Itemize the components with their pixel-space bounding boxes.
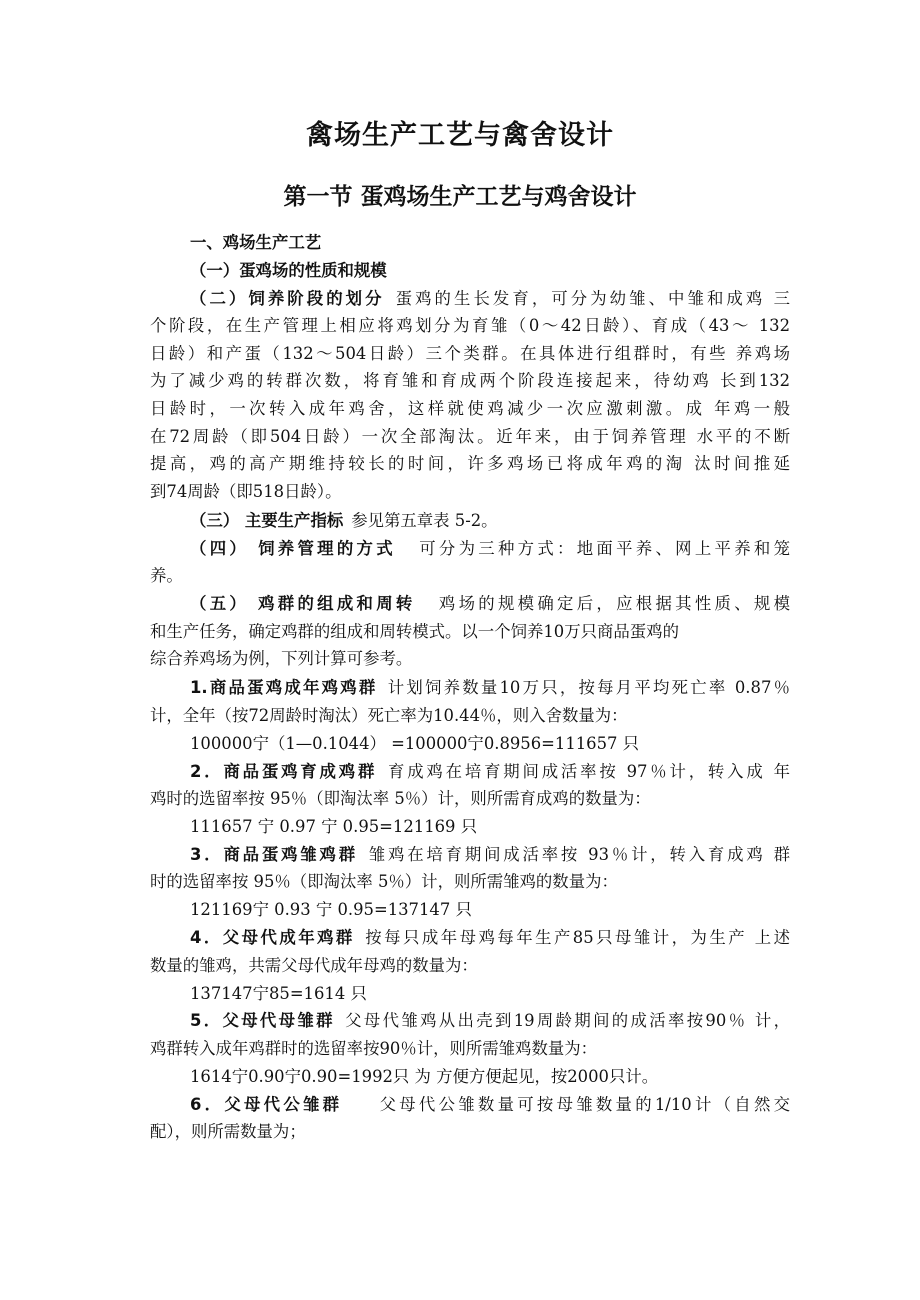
body-text: 参见第五章表 5-2。 [351, 511, 498, 530]
formula-text: 100000宁（1—0.1044） =100000宁0.8956=111657 只 [190, 734, 640, 753]
body-text: 鸡群转入成年鸡群时的选留率按90％计，则所需雏鸡数量为： [150, 1039, 598, 1058]
body-text: 在72周龄（即504日龄）一次全部淘汰。近年来，由于饲养管理 水平的不断 [150, 427, 790, 446]
body-text: 个阶段，在生产管理上相应将鸡划分为育雏（0～42日龄）、育成（43～ 132 [150, 316, 790, 335]
paragraph-line [190, 287, 790, 311]
document-title: 禽场生产工艺与禽舍设计 [306, 120, 614, 151]
paragraph-line [150, 1120, 790, 1144]
formula-line [190, 1065, 790, 1089]
body-text: 养。 [150, 566, 183, 585]
paragraph-line [150, 397, 790, 421]
heading-text: 一、鸡场生产工艺 [190, 233, 322, 252]
body-text: 育成鸡在培育期间成活率按 97％计，转入成 年 [385, 762, 791, 781]
paragraph-line [150, 620, 790, 644]
paragraph-line [190, 592, 790, 616]
paragraph-line [150, 954, 790, 978]
heading-text: 2．商品蛋鸡育成鸡群 [190, 762, 378, 781]
heading-text: 4．父母代成年鸡群 [190, 928, 355, 947]
body-text: 数量的雏鸡，共需父母代成年母鸡的数量为： [150, 956, 478, 975]
body-text: 父母代公雏数量可按母雏数量的1/10计（自然交 [376, 1095, 791, 1114]
heading-text: （四） 饲养管理的方式 [190, 539, 396, 558]
body-text: 计划饲养数量10万只，按每月平均死亡率 0.87％ [385, 678, 791, 697]
heading-text: （二）饲养阶段的划分 [190, 289, 385, 308]
body-text: 雏鸡在培育期间成活率按 93％计，转入育成鸡 群 [365, 845, 790, 864]
body-text: 到74周龄（即518日龄）。 [150, 482, 342, 501]
heading-text: 1.商品蛋鸡成年鸡鸡群 [190, 678, 378, 697]
heading-text: 3．商品蛋鸡雏鸡群 [190, 845, 358, 864]
formula-text: 1614宁0.90宁0.90=1992只 为 方便方便起见，按2000只计。 [190, 1067, 659, 1086]
heading-line [190, 259, 790, 283]
heading-text: 5．父母代母雏群 [190, 1011, 335, 1030]
paragraph-line [190, 1009, 790, 1033]
body-text: 日龄）和产蛋（132～504日龄）三个类群。在具体进行组群时，有些 养鸡场 [150, 344, 790, 363]
paragraph-line [150, 369, 790, 393]
body-text: 提高，鸡的高产期维持较长的时间，许多鸡场已将成年鸡的淘 汰时间推延 [150, 454, 790, 473]
body-text: 按每只成年母鸡每年生产85只母雏计，为生产 上述 [362, 928, 790, 947]
formula-line [190, 815, 790, 839]
body-text: 蛋鸡的生长发育，可分为幼雏、中雏和成鸡 三 [392, 289, 790, 308]
paragraph-line [150, 564, 790, 588]
formula-line [190, 732, 790, 756]
heading-text: 6．父母代公雏群 [190, 1095, 343, 1114]
body-text: 父母代雏鸡从出壳到19周龄期间的成活率按90％ 计， [342, 1011, 791, 1030]
heading-line [190, 231, 790, 255]
formula-line [190, 982, 790, 1006]
body-text: 鸡时的选留率按 95％（即淘汰率 5％）计，则所需育成鸡的数量为： [150, 789, 651, 808]
paragraph-line [150, 342, 790, 366]
body-text: 日龄时，一次转入成年鸡舍，这样就使鸡减少一次应激刺激。成 年鸡一般 [150, 399, 790, 418]
paragraph-line [150, 480, 790, 504]
formula-line [190, 898, 790, 922]
body-text: 计，全年（按72周龄时淘汰）死亡率为10.44％，则入舍数量为： [150, 706, 628, 725]
paragraph-line [190, 760, 790, 784]
formula-text: 121169宁 0.93 宁 0.95=137147 只 [190, 900, 472, 919]
paragraph-line [150, 787, 790, 811]
paragraph-line [150, 704, 790, 728]
body-text: 综合养鸡场为例，下列计算可参考。 [150, 649, 413, 668]
heading-text: （五） 鸡群的组成和周转 [190, 594, 416, 613]
body-text: 鸡场的规模确定后，应根据其性质、规模 [435, 594, 790, 613]
paragraph-line [150, 647, 790, 671]
paragraph-line [150, 314, 790, 338]
paragraph-line [150, 870, 790, 894]
heading-text: （一）蛋鸡场的性质和规模 [190, 261, 387, 280]
paragraph-line [150, 452, 790, 476]
body-text: 和生产任务，确定鸡群的组成和周转模式。以一个饲养10万只商品蛋鸡的 [150, 622, 679, 641]
body-text: 为了减少鸡的转群次数，将育雏和育成两个阶段连接起来，待幼鸡 长到132 [150, 371, 790, 390]
body-text: 时的选留率按 95％（即淘汰率 5％）计，则所需雏鸡的数量为： [150, 872, 618, 891]
paragraph-line [150, 1037, 790, 1061]
heading-text: （三） 主要生产指标 [190, 511, 344, 530]
paragraph-line [190, 926, 790, 950]
paragraph-line [190, 843, 790, 867]
formula-text: 111657 宁 0.97 宁 0.95=121169 只 [190, 817, 478, 836]
paragraph-line [190, 537, 790, 561]
body-text: 可分为三种方式：地面平养、网上平养和笼 [415, 539, 790, 558]
body-text: 配），则所需数量为； [150, 1122, 306, 1141]
paragraph-line [150, 425, 790, 449]
section-heading: 第一节 蛋鸡场生产工艺与鸡舍设计 [283, 184, 637, 210]
paragraph-line [190, 1093, 790, 1117]
formula-text: 137147宁85=1614 只 [190, 984, 367, 1003]
paragraph-line [190, 676, 790, 700]
paragraph-line [190, 509, 790, 533]
